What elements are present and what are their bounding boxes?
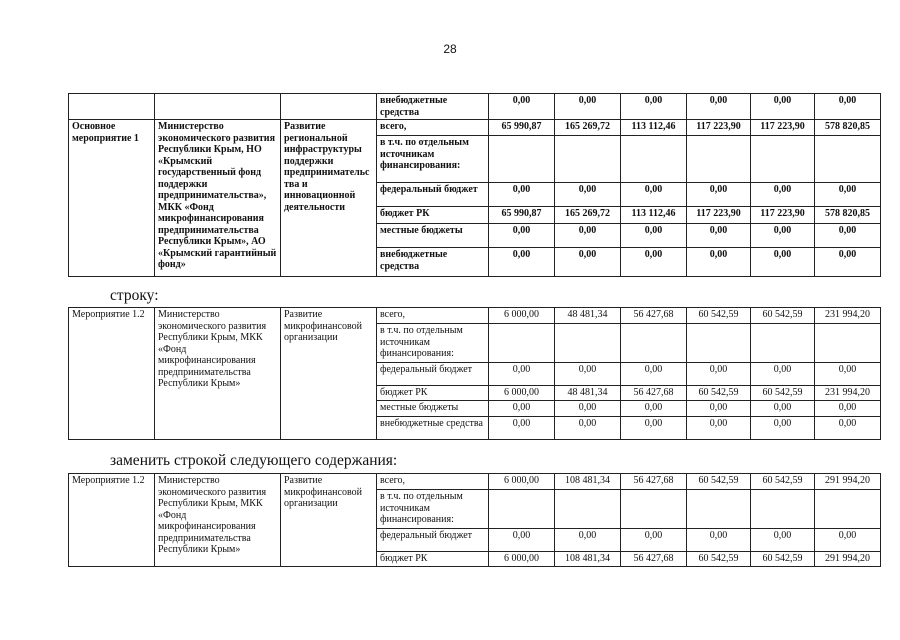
amount-cell: 165 269,72 [555,207,621,224]
amount-cell [621,490,687,529]
amount-cell: 108 481,34 [555,474,621,490]
amount-cell: 0,00 [687,94,751,120]
amount-cell: 0,00 [555,248,621,277]
amount-cell: 6 000,00 [489,474,555,490]
amount-cell [621,324,687,363]
amount-cell: 60 542,59 [751,386,815,401]
table-row [69,308,881,324]
amount-cell: 0,00 [489,529,555,552]
amount-cell: 0,00 [621,183,687,207]
amount-cell: 0,00 [687,417,751,440]
empty-cell [155,94,281,120]
funding-source-label: местные бюджеты [377,224,489,248]
amount-cell: 0,00 [815,401,881,417]
funding-source-label: в т.ч. по отдельным источникам финансирования: [377,136,489,183]
amount-cell: 0,00 [751,94,815,120]
funding-source-label: внебюджетные средства [377,94,489,120]
amount-cell [621,136,687,183]
executor-name: Министерство экономического развития Республики Крым, МКК «Фонд микрофинансирования предпринимательства Республики Крым» [155,474,281,567]
instruction-text-replace: заменить строкой следующего содержания: [110,452,398,469]
amount-cell: 0,00 [555,224,621,248]
amount-cell: 231 994,20 [815,386,881,401]
amount-cell: 0,00 [555,183,621,207]
amount-cell: 113 112,46 [621,120,687,136]
amount-cell: 0,00 [555,417,621,440]
amount-cell [489,136,555,183]
amount-cell [687,324,751,363]
amount-cell: 0,00 [621,94,687,120]
amount-cell: 0,00 [489,417,555,440]
amount-cell: 48 481,34 [555,386,621,401]
funding-source-label: бюджет РК [377,386,489,401]
amount-cell: 0,00 [751,417,815,440]
amount-cell: 117 223,90 [687,207,751,224]
amount-cell: 56 427,68 [621,308,687,324]
amount-cell: 0,00 [751,183,815,207]
amount-cell: 0,00 [815,248,881,277]
amount-cell: 0,00 [815,363,881,386]
event-name: Мероприятие 1.2 [69,474,155,567]
amount-cell [489,490,555,529]
amount-cell: 65 990,87 [489,120,555,136]
amount-cell: 0,00 [687,401,751,417]
event-goal: Развитие микрофинансовой организации [281,308,377,440]
amount-cell: 0,00 [751,363,815,386]
amount-cell: 0,00 [751,401,815,417]
amount-cell: 0,00 [687,183,751,207]
funding-source-label: местные бюджеты [377,401,489,417]
amount-cell [751,490,815,529]
amount-cell: 0,00 [687,248,751,277]
event-name: Мероприятие 1.2 [69,308,155,440]
empty-cell [69,94,155,120]
funding-source-label: внебюджетные средства [377,417,489,440]
amount-cell: 0,00 [489,248,555,277]
amount-cell: 60 542,59 [687,552,751,567]
amount-cell: 56 427,68 [621,474,687,490]
empty-cell [281,94,377,120]
funding-source-label: внебюджетные средства [377,248,489,277]
amount-cell: 60 542,59 [687,386,751,401]
amount-cell: 578 820,85 [815,207,881,224]
amount-cell: 56 427,68 [621,386,687,401]
amount-cell: 0,00 [489,401,555,417]
amount-cell: 108 481,34 [555,552,621,567]
amount-cell: 6 000,00 [489,308,555,324]
budget-table-main-event [68,93,881,277]
amount-cell [815,136,881,183]
amount-cell: 6 000,00 [489,552,555,567]
amount-cell: 0,00 [815,224,881,248]
amount-cell: 117 223,90 [751,120,815,136]
amount-cell: 60 542,59 [751,552,815,567]
amount-cell: 117 223,90 [751,207,815,224]
executor-name: Министерство экономического развития Республики Крым, НО «Крымский государственный фонд поддержки предпринимательства», МКК «Фонд микрофинансирования предпринимательства Республики Крым», АО «Крымский гарантийный фонд» [155,120,281,277]
amount-cell: 291 994,20 [815,474,881,490]
funding-source-label: всего, [377,120,489,136]
amount-cell: 0,00 [489,183,555,207]
amount-cell: 60 542,59 [687,474,751,490]
budget-table-event-1-2-old [68,307,881,440]
amount-cell: 0,00 [815,417,881,440]
amount-cell: 0,00 [489,363,555,386]
amount-cell [555,136,621,183]
funding-source-label: бюджет РК [377,207,489,224]
amount-cell: 0,00 [815,94,881,120]
amount-cell: 0,00 [815,183,881,207]
amount-cell: 60 542,59 [751,474,815,490]
funding-source-label: всего, [377,474,489,490]
amount-cell: 0,00 [751,224,815,248]
amount-cell: 0,00 [621,529,687,552]
event-goal: Развитие региональной инфраструктуры поддержки предпринимательства и инновационной деятельности [281,120,377,277]
amount-cell: 0,00 [687,363,751,386]
amount-cell: 231 994,20 [815,308,881,324]
funding-source-label: в т.ч. по отдельным источникам финансирования: [377,324,489,363]
amount-cell: 113 112,46 [621,207,687,224]
funding-source-label: федеральный бюджет [377,363,489,386]
amount-cell: 0,00 [815,529,881,552]
amount-cell [687,136,751,183]
executor-name: Министерство экономического развития Республики Крым, МКК «Фонд микрофинансирования предпринимательства Республики Крым» [155,308,281,440]
page-number: 28 [443,42,457,56]
table-row [69,474,881,490]
amount-cell [555,490,621,529]
amount-cell [815,324,881,363]
amount-cell: 578 820,85 [815,120,881,136]
table-row [69,120,881,136]
amount-cell [489,324,555,363]
amount-cell: 0,00 [751,248,815,277]
amount-cell: 0,00 [489,224,555,248]
amount-cell: 117 223,90 [687,120,751,136]
amount-cell: 291 994,20 [815,552,881,567]
amount-cell: 0,00 [621,417,687,440]
amount-cell: 6 000,00 [489,386,555,401]
amount-cell: 0,00 [489,94,555,120]
amount-cell: 0,00 [687,529,751,552]
amount-cell [555,324,621,363]
amount-cell: 165 269,72 [555,120,621,136]
event-goal: Развитие микрофинансовой организации [281,474,377,567]
amount-cell: 0,00 [621,363,687,386]
amount-cell [751,136,815,183]
amount-cell [687,490,751,529]
amount-cell: 60 542,59 [751,308,815,324]
amount-cell: 48 481,34 [555,308,621,324]
amount-cell: 60 542,59 [687,308,751,324]
funding-source-label: всего, [377,308,489,324]
table-row [69,94,881,120]
amount-cell: 65 990,87 [489,207,555,224]
amount-cell: 0,00 [621,248,687,277]
amount-cell: 0,00 [751,529,815,552]
amount-cell [815,490,881,529]
amount-cell: 0,00 [621,224,687,248]
amount-cell: 0,00 [555,94,621,120]
budget-table-event-1-2-new [68,473,881,567]
amount-cell: 0,00 [687,224,751,248]
funding-source-label: бюджет РК [377,552,489,567]
funding-source-label: федеральный бюджет [377,529,489,552]
instruction-text-row: строку: [110,287,159,304]
amount-cell: 0,00 [555,529,621,552]
event-name: Основное мероприятие 1 [69,120,155,277]
funding-source-label: в т.ч. по отдельным источникам финансирования: [377,490,489,529]
funding-source-label: федеральный бюджет [377,183,489,207]
amount-cell: 0,00 [621,401,687,417]
amount-cell: 56 427,68 [621,552,687,567]
amount-cell: 0,00 [555,363,621,386]
amount-cell: 0,00 [555,401,621,417]
amount-cell [751,324,815,363]
